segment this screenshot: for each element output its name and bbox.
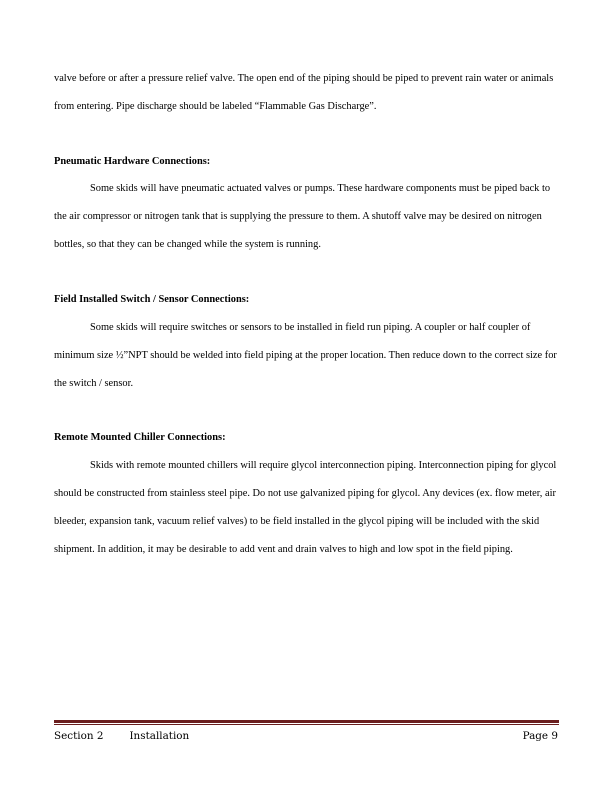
footer-rule-thin <box>54 724 559 725</box>
footer-section-title: Installation <box>129 730 190 742</box>
section-heading-chiller: Remote Mounted Chiller Connections: <box>54 432 226 443</box>
section-body-pneumatic: Some skids will have pneumatic actuated valves or pumps. These hardware components must be piped back to the air compressor or nitrogen tank that is supplying the pressure to them. A shutoff valve may be desired on nitrogen bottles, so that they can be changed while the system is running. <box>54 183 551 250</box>
footer-section-label: Section 2 <box>54 730 104 742</box>
continuation-paragraph: valve before or after a pressure relief valve. The open end of the piping should be piped to prevent rain water or animals from entering. Pipe discharge should be labeled “Flammable Gas Discharge”. <box>54 73 554 112</box>
section-body-switch-sensor: Some skids will require switches or sensors to be installed in field run piping. A coupler or half coupler of minimum size ½”NPT should be welded into field piping at the proper location. Then reduce down to the correct size for the switch / sensor. <box>54 322 557 389</box>
section-heading-pneumatic: Pneumatic Hardware Connections: <box>54 156 211 167</box>
section-heading-switch-sensor: Field Installed Switch / Sensor Connections: <box>54 294 250 305</box>
footer-page-number: Page 9 <box>522 730 558 742</box>
footer-rule-thick <box>54 720 559 723</box>
footer-left <box>54 729 189 743</box>
section-body-chiller: Skids with remote mounted chillers will require glycol interconnection piping. Interconnection piping for glycol should be constructed from stainless steel pipe. Do not use galvanized piping for glycol. Any devices (ex. flow meter, air bleeder, expansion tank, vacuum relief valves) to be field installed in the glycol piping will be included with the skid shipment. In addition, it may be desirable to add vent and drain valves to high and low spot in the field piping. <box>54 460 557 555</box>
